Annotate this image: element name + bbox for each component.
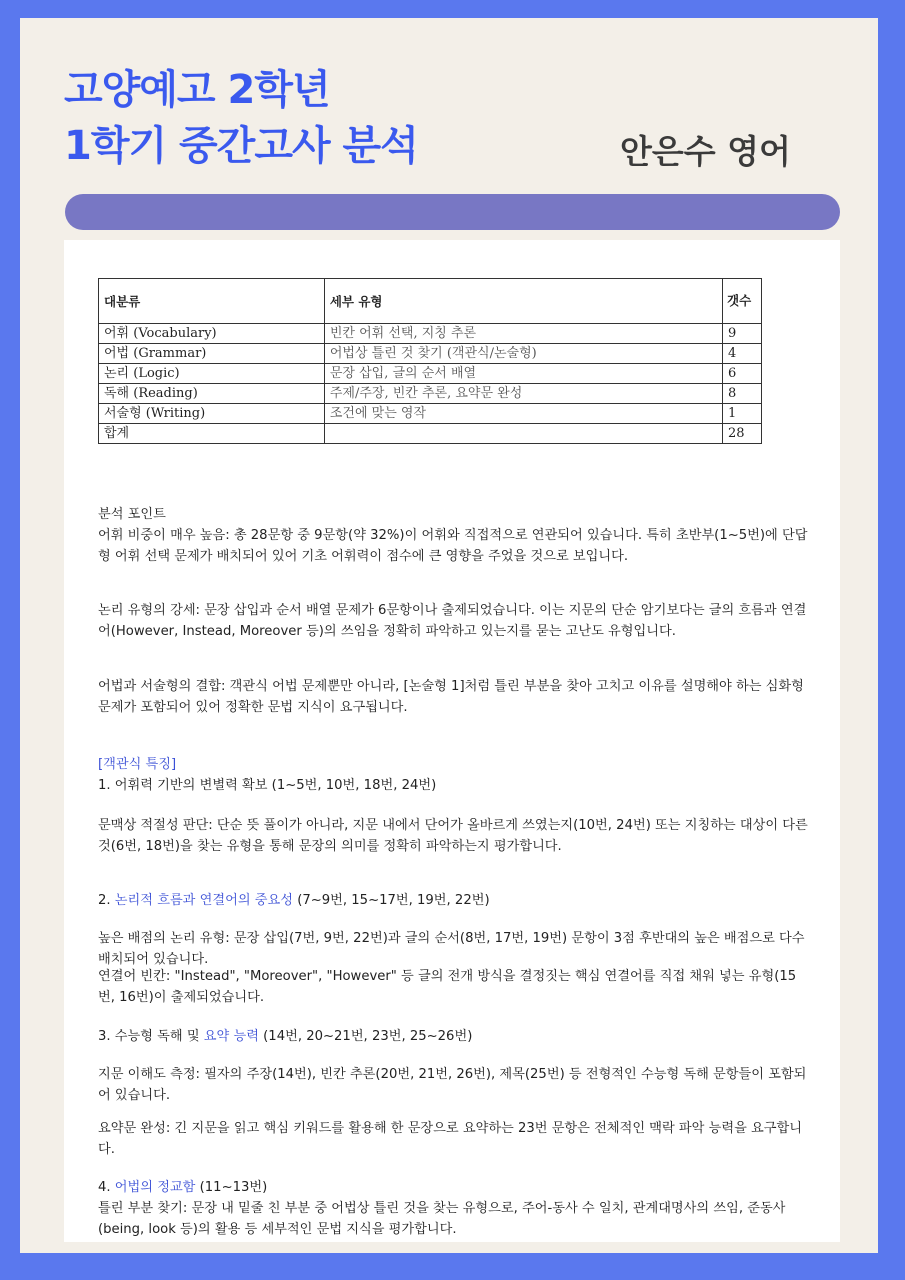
cell-count: 1 xyxy=(723,404,762,424)
title-line-1: 고양예고 2학년 xyxy=(64,67,330,113)
cell-detail: 어법상 틀린 것 찾기 (객관식/논술형) xyxy=(324,344,722,364)
table-row xyxy=(99,324,762,344)
table-total-row xyxy=(99,424,762,444)
section-3-highlight: 요약 능력 xyxy=(203,1029,259,1044)
section-4-title xyxy=(98,1177,808,1198)
table-row xyxy=(99,344,762,364)
cell-detail: 빈칸 어휘 선택, 지칭 추론 xyxy=(324,324,722,344)
section-4-paragraph: 틀린 부분 찾기: 문장 내 밑줄 친 부분 중 어법상 틀린 것을 찾는 유형으로, 주어-동사 수 일치, 관계대명사의 쓰임, 준동사(being, look 등)의 활용 등 세부적인 문법 지식을 평가합니다. xyxy=(98,1201,786,1237)
section-2-paragraph: 연결어 빈칸: "Instead", "Moreover", "However" 등 글의 전개 방식을 결정짓는 핵심 연결어를 직접 채워 넣는 유형(15번, 16번)이 출제되었습니다. xyxy=(98,969,797,1005)
table-header-row xyxy=(99,279,762,324)
analysis-paragraph: 어휘 비중이 매우 높음: 총 28문항 중 9문항(약 32%)이 어휘와 직접적으로 연관되어 있습니다. 특히 초반부(1~5번)에 단답형 어휘 선택 문제가 배치되어 있어 기초 어휘력이 점수에 큰 영향을 주었을 것으로 보입니다. xyxy=(98,528,808,564)
section-4-highlight: 어법의 정교함 xyxy=(114,1180,196,1195)
analysis-paragraph: 논리 유형의 강세: 문장 삽입과 순서 배열 문제가 6문항이나 출제되었습니다. 이는 지문의 단순 암기보다는 글의 흐름과 연결어(However, Instead, Moreover 등)의 쓰임을 정확히 파악하고 있는지를 묻는 고난도 유형입니다. xyxy=(98,603,807,639)
header-detail: 세부 유형 xyxy=(324,279,722,324)
cell-category: 어휘 (Vocabulary) xyxy=(99,324,325,344)
section-2-paragraph: 높은 배점의 논리 유형: 문장 삽입(7번, 9번, 22번)과 글의 순서(8번, 17번, 19번) 문항이 3점 후반대의 높은 배점으로 다수 배치되어 있습니다. xyxy=(98,931,805,967)
cell-detail xyxy=(324,424,722,444)
section-4-number: 4. xyxy=(98,1180,111,1195)
section-2-number: 2. xyxy=(98,893,111,908)
analysis-heading: 분석 포인트 xyxy=(98,507,166,522)
cell-category: 서술형 (Writing) xyxy=(99,404,325,424)
section-2-title xyxy=(98,890,808,911)
section-3-paragraph: 요약문 완성: 긴 지문을 읽고 핵심 키워드를 활용해 한 문장으로 요약하는 23번 문항은 전체적인 맥락 파악 능력을 요구합니다. xyxy=(98,1121,802,1157)
cell-category: 합계 xyxy=(99,424,325,444)
author-label: 안은수 영어 xyxy=(620,132,791,171)
section-3-prefix: 3. 수능형 독해 및 xyxy=(98,1029,200,1044)
cell-count: 6 xyxy=(723,364,762,384)
document-sheet xyxy=(64,240,840,1242)
title-line-2: 1학기 중간고사 분석 xyxy=(64,123,418,169)
category-table xyxy=(98,278,762,444)
section-3-paragraph: 지문 이해도 측정: 필자의 주장(14번), 빈칸 추론(20번, 21번, 26번), 제목(25번) 등 전형적인 수능형 독해 문항들이 포함되어 있습니다. xyxy=(98,1067,807,1103)
section-4-range: (11~13번) xyxy=(199,1180,268,1195)
cell-detail: 주제/주장, 빈칸 추론, 요약문 완성 xyxy=(324,384,722,404)
section-2-highlight: 논리적 흐름과 연결어의 중요성 xyxy=(114,893,293,908)
divider-bar xyxy=(65,194,840,230)
header-count: 갯수 xyxy=(723,279,762,324)
header-category: 대분류 xyxy=(99,279,325,324)
cell-count: 9 xyxy=(723,324,762,344)
poster-card xyxy=(20,18,878,1253)
section-2-range: (7~9번, 15~17번, 19번, 22번) xyxy=(297,893,490,908)
features-heading: [객관식 특징] xyxy=(98,757,177,772)
section-1-paragraph: 문맥상 적절성 판단: 단순 뜻 풀이가 아니라, 지문 내에서 단어가 올바르게 쓰였는지(10번, 24번) 또는 지칭하는 대상이 다른 것(6번, 18번)을 찾는 유형을 통해 문장의 의미를 정확히 파악하는지 평가합니다. xyxy=(98,818,808,854)
analysis-paragraph: 어법과 서술형의 결합: 객관식 어법 문제뿐만 아니라, [논술형 1]처럼 틀린 부분을 찾아 고치고 이유를 설명해야 하는 심화형 문제가 포함되어 있어 정확한 문법 지식이 요구됩니다. xyxy=(98,679,804,715)
section-3-title xyxy=(98,1026,808,1047)
table-row xyxy=(99,384,762,404)
table-row xyxy=(99,364,762,384)
cell-category: 어법 (Grammar) xyxy=(99,344,325,364)
table-row xyxy=(99,404,762,424)
cell-count: 4 xyxy=(723,344,762,364)
section-1-title: 1. 어휘력 기반의 변별력 확보 (1~5번, 10번, 18번, 24번) xyxy=(98,778,437,793)
cell-detail: 조건에 맞는 영작 xyxy=(324,404,722,424)
cell-count: 8 xyxy=(723,384,762,404)
section-3-range: (14번, 20~21번, 23번, 25~26번) xyxy=(263,1029,473,1044)
cell-detail: 문장 삽입, 글의 순서 배열 xyxy=(324,364,722,384)
cell-category: 논리 (Logic) xyxy=(99,364,325,384)
cell-count: 28 xyxy=(723,424,762,444)
cell-category: 독해 (Reading) xyxy=(99,384,325,404)
